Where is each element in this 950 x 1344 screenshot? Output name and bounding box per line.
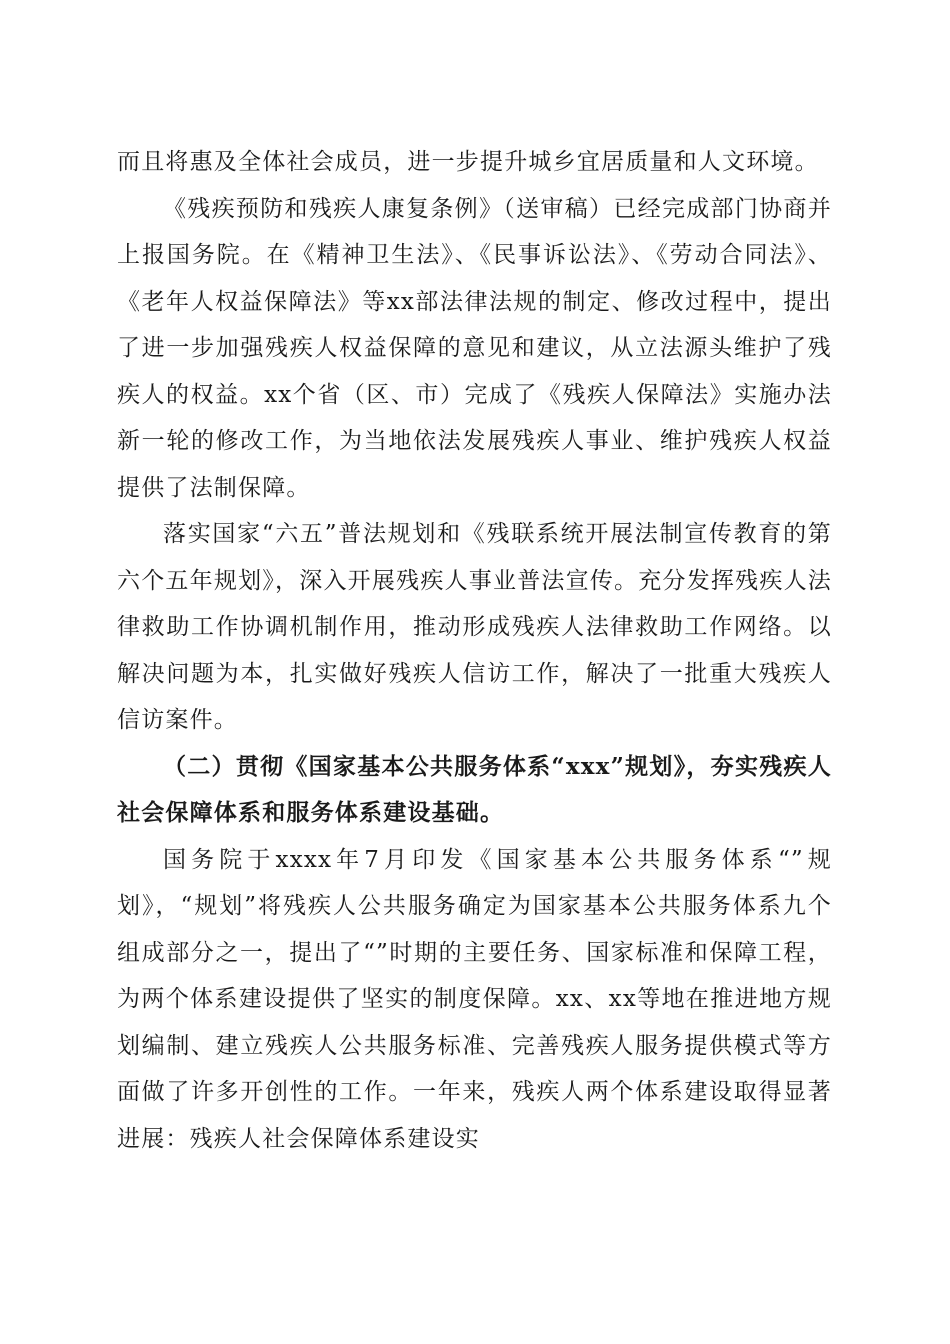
paragraph-public-service-plan: 国务院于xxxx年7月印发《国家基本公共服务体系“”规划》，“规划”将残疾人公共服务确定为国家基本公共服务体系九个组成部分之一，提出了“”时期的主要任务、国家标准和保障工程，为两个体系建设提供了坚实的制度保障。xx、xx等地在推进地方规划编制、建立残疾人公共服务标准、完善残疾人服务提供模式等方面做了许多开创性的工作。一年来，残疾人两个体系建设取得显著进展：残疾人社会保障体系建设实 bbox=[117, 846, 832, 1152]
section-heading: （二）贯彻《国家基本公共服务体系“xxx”规划》，夯实残疾人社会保障体系和服务体系建设基础。 bbox=[117, 752, 832, 826]
paragraph-regulation-progress: 《残疾预防和残疾人康复条例》（送审稿）已经完成部门协商并上报国务院。在《精神卫生法》、《民事诉讼法》、《劳动合同法》、《老年人权益保障法》等xx部法律法规的制定、修改过程中，提出了进一步加强残疾人权益保障的意见和建议，从立法源头维护了残疾人的权益。xx个省（区、市）完成了《残疾人保障法》实施办法新一轮的修改工作，为当地依法发展残疾人事业、维护残疾人权益提供了法制保障。 bbox=[117, 195, 832, 501]
paragraph-legal-publicity: 落实国家“六五”普法规划和《残联系统开展法制宣传教育的第六个五年规划》，深入开展残疾人事业普法宣传。充分发挥残疾人法律救助工作协调机制作用，推动形成残疾人法律救助工作网络。以解决问题为本，扎实做好残疾人信访工作，解决了一批重大残疾人信访案件。 bbox=[117, 521, 832, 733]
document-body bbox=[117, 139, 832, 1162]
paragraph-continuation: 而且将惠及全体社会成员，进一步提升城乡宜居质量和人文环境。 bbox=[117, 149, 819, 175]
